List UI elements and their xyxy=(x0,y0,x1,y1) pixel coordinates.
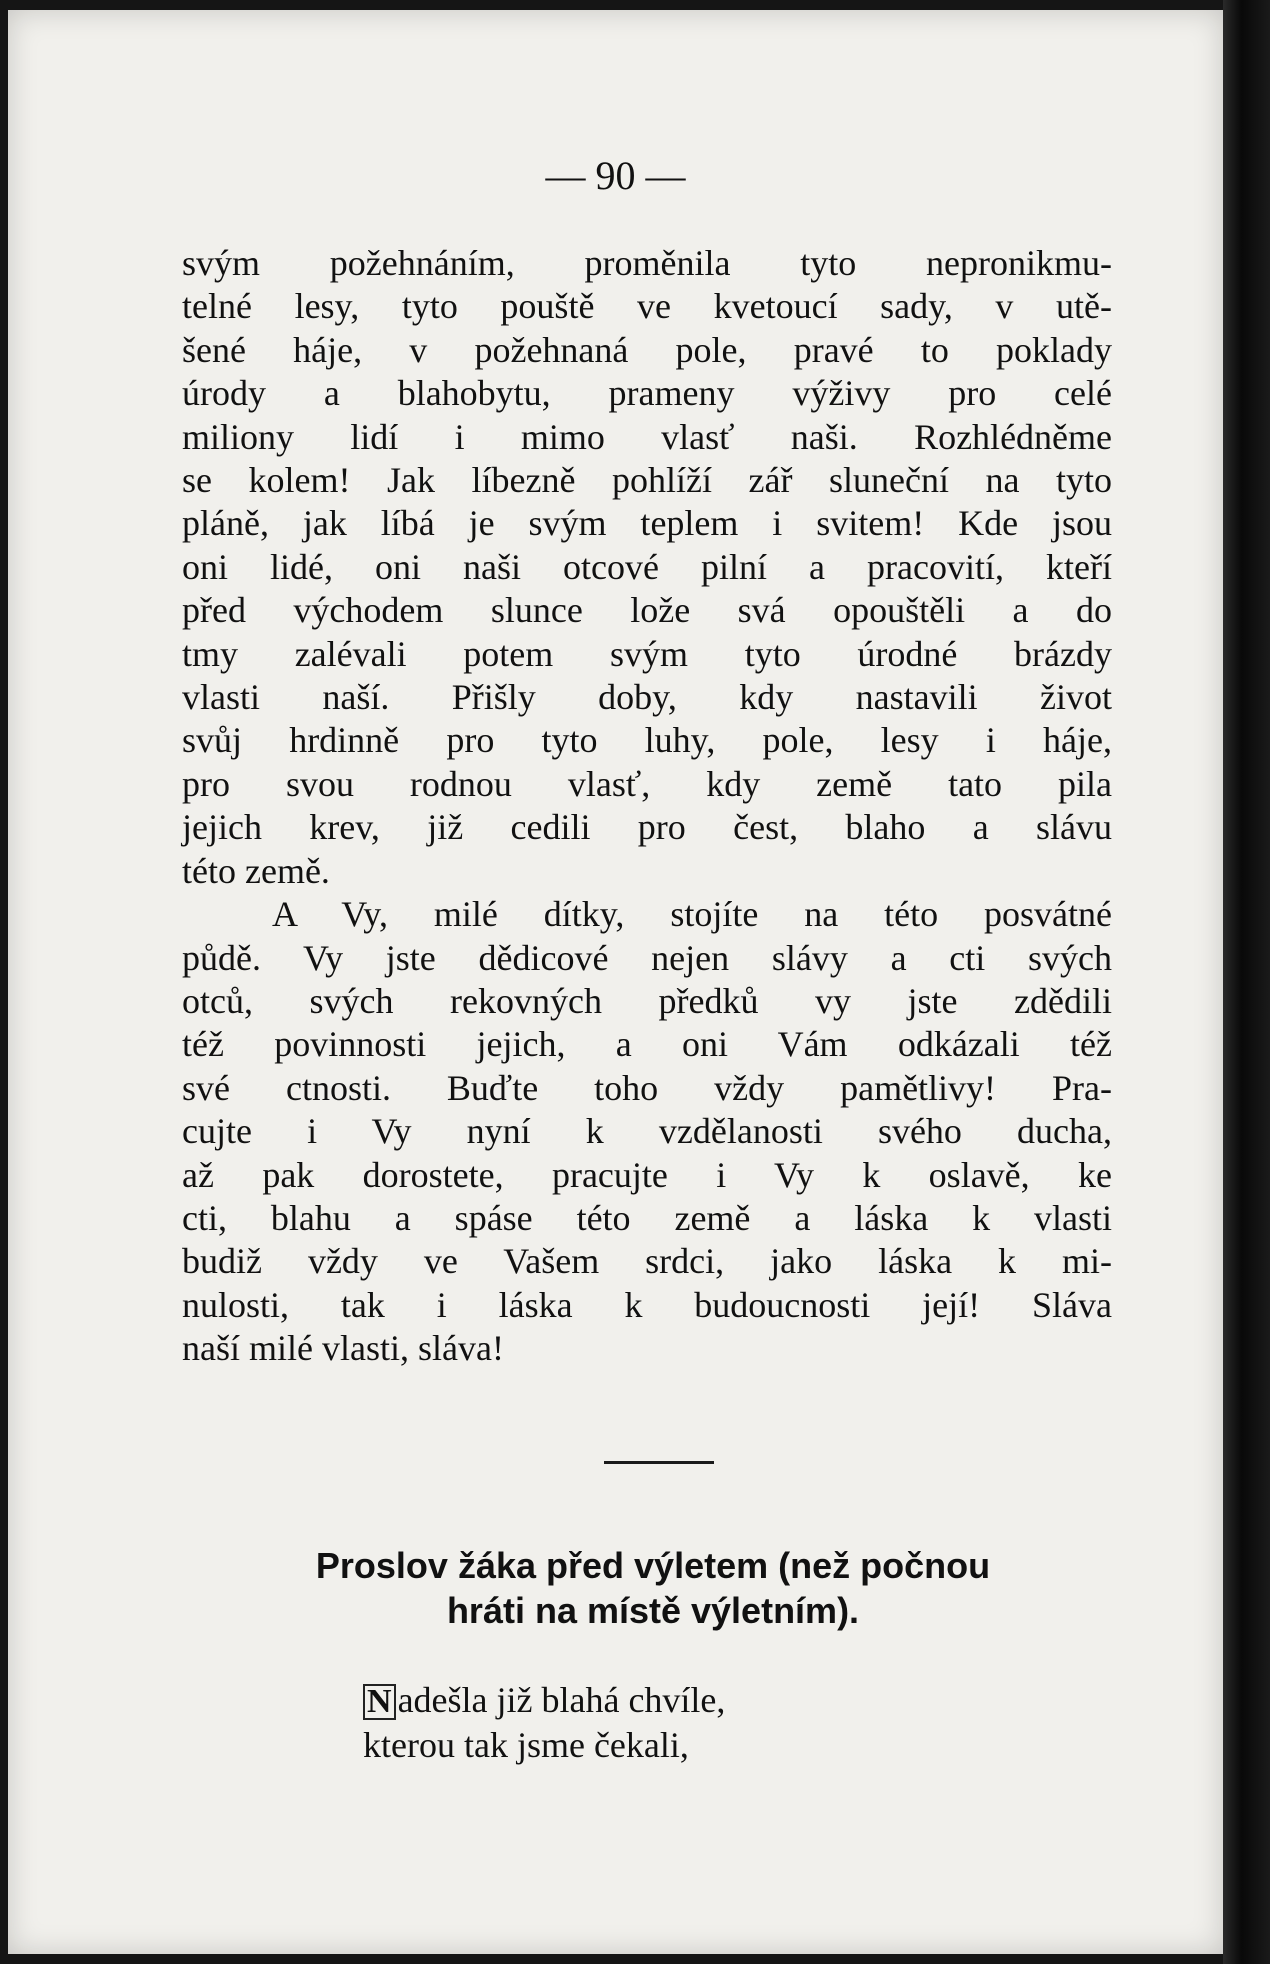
text-line: půdě. Vy jste dědicové nejen slávy a cti svých xyxy=(182,937,1112,978)
decorative-initial: N xyxy=(363,1684,396,1720)
poem-line-rest: adešla již blahá chvíle, xyxy=(397,1680,726,1720)
text-line: až pak dorostete, pracujte i Vy k oslavě, ke xyxy=(182,1154,1112,1195)
poem-text xyxy=(363,1678,725,1768)
text-line: oni lidé, oni naši otcové pilní a pracovití, kteří xyxy=(182,546,1112,587)
book-page xyxy=(8,10,1223,1954)
text-line: cti, blahu a spáse této země a láska k vlasti xyxy=(182,1197,1112,1238)
poem-line xyxy=(363,1678,725,1723)
text-line: naší milé vlasti, sláva! xyxy=(182,1328,504,1369)
text-line: budiž vždy ve Vašem srdci, jako láska k mi- xyxy=(182,1241,1112,1282)
text-line: vlasti naší. Přišly doby, kdy nastavili život xyxy=(182,677,1112,718)
text-line: šené háje, v požehnaná pole, pravé to poklady xyxy=(182,329,1112,370)
text-line: se kolem! Jak líbezně pohlíží zář sluneční na tyto xyxy=(182,460,1112,501)
text-line: své ctnosti. Buďte toho vždy pamětlivy! Pra- xyxy=(182,1067,1112,1108)
text-line: též povinnosti jejich, a oni Vám odkázali též xyxy=(182,1024,1112,1065)
heading-line: hráti na místě výletním). xyxy=(446,1590,860,1631)
heading-line: Proslov žáka před výletem (než počnou xyxy=(315,1545,991,1586)
poem-line: kterou tak jsme čekali, xyxy=(363,1725,689,1765)
text-line: miliony lidí i mimo vlasť naši. Rozhlédněme xyxy=(182,416,1112,457)
text-line: svým požehnáním, proměnila tyto nepronikmu- xyxy=(182,243,1112,283)
text-line: telné lesy, tyto pouště ve kvetoucí sady, v utě- xyxy=(182,286,1112,327)
text-line: svůj hrdinně pro tyto luhy, pole, lesy i háje, xyxy=(182,720,1112,761)
section-heading xyxy=(188,1543,1118,1633)
text-line: A Vy, milé dítky, stojíte na této posvátné xyxy=(272,894,1112,935)
text-line: úrody a blahobytu, prameny výživy pro celé xyxy=(182,373,1112,414)
text-line: tmy zalévali potem svým tyto úrodné brázdy xyxy=(182,633,1112,674)
page-number: — 90 — xyxy=(545,153,686,198)
text-line: před východem slunce lože svá opouštěli a do xyxy=(182,590,1112,631)
text-line: této země. xyxy=(182,850,330,891)
text-line: otců, svých rekovných předků vy jste zdědili xyxy=(182,980,1112,1021)
text-line: pro svou rodnou vlasť, kdy země tato pila xyxy=(182,763,1112,804)
section-divider xyxy=(604,1461,714,1464)
body-text xyxy=(182,242,1112,1371)
text-line: pláně, jak líbá je svým teplem i svitem! Kde jsou xyxy=(182,503,1112,544)
text-line: jejich krev, již cedili pro čest, blaho a slávu xyxy=(182,807,1112,848)
text-line: nulosti, tak i láska k budoucnosti její! Sláva xyxy=(182,1284,1112,1325)
text-line: cujte i Vy nyní k vzdělanosti svého ducha, xyxy=(182,1111,1112,1152)
scan-border xyxy=(1223,0,1270,1964)
